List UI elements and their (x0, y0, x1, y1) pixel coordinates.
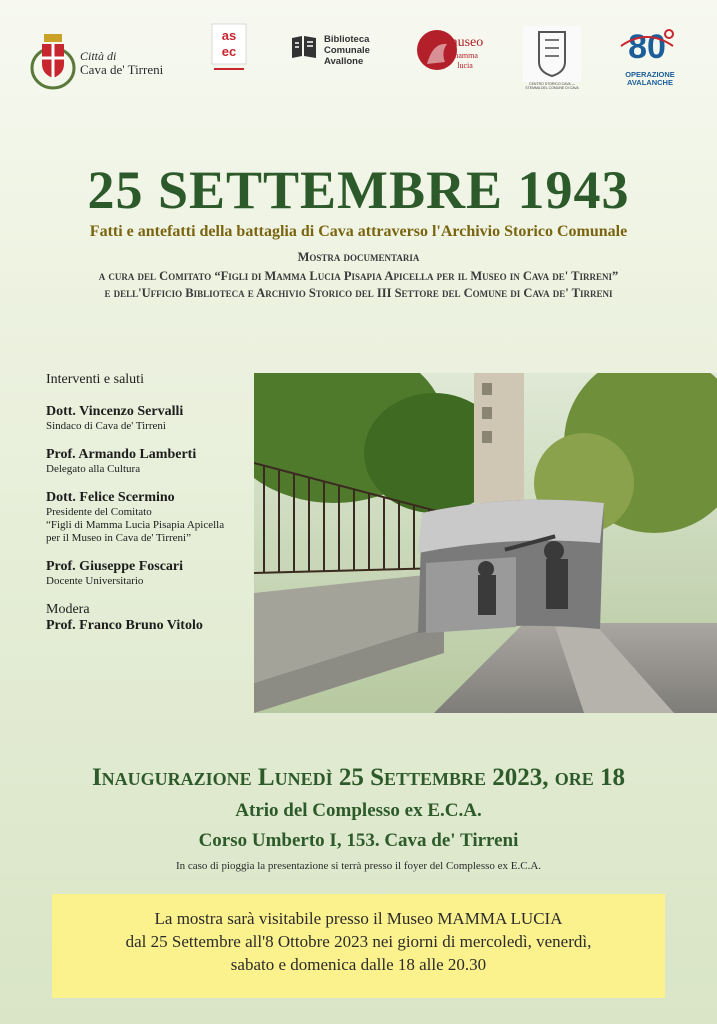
stemma-caption: CENTRO STORICO CAVA — STEMMA DEL COMUNE DI CAVA (525, 82, 579, 90)
svg-text:lucia: lucia (457, 61, 473, 70)
biblioteca-line: Biblioteca (324, 34, 370, 45)
curatela-line: a cura del Comitato “Figli di Mamma Lucia Pisapia Apicella per il Museo in Cava de' Tirreni” (98, 269, 619, 283)
notice-line: dal 25 Settembre all'8 Ottobre 2023 nei giorni di mercoledì, venerdì, (125, 932, 592, 951)
svg-text:80: 80 (628, 28, 666, 66)
speaker-role: Presidente del Comitato “Figli di Mamma Lucia Pisapia Apicella per il Museo in Cava de' Tirreni” (46, 506, 225, 544)
notice-line: sabato e domenica dalle 18 alle 20.30 (230, 955, 487, 974)
city-line2: Cava de' Tirreni (80, 62, 164, 77)
asc-logo (210, 22, 248, 78)
city-crest-icon (30, 28, 76, 92)
speaker (46, 404, 251, 433)
subtitle: Fatti e antefatti della battaglia di Cava attraverso l'Archivio Storico Comunale (89, 223, 628, 240)
speaker-name: Prof. Armando Lamberti (46, 447, 197, 462)
speaker-role: Sindaco di Cava de' Tirreni (46, 420, 166, 432)
city-name (80, 50, 163, 76)
logo-row (0, 0, 717, 110)
street-photo-image (254, 373, 717, 713)
city-line1: Città di (80, 49, 117, 63)
moderator-header: Modera (46, 602, 90, 617)
venue-address: Corso Umberto I, 153. Cava de' Tirreni (198, 830, 519, 851)
venue-name: Atrio del Complesso ex E.C.A. (235, 800, 482, 821)
rain-note: In caso di pioggia la presentazione si terrà presso il foyer del Complesso ex E.C.A. (175, 860, 542, 872)
page-title: 25 SETTEMBRE 1943 (87, 160, 630, 220)
stemma-icon (523, 26, 581, 82)
svg-text:as: as (221, 28, 237, 43)
mostra-label: Mostra documentaria (297, 250, 420, 264)
speaker (46, 447, 251, 476)
biblioteca-line: Avallone (324, 56, 364, 67)
biblioteca-label (324, 34, 384, 67)
biblioteca-logo (290, 34, 370, 67)
avalanche-caption: OPERAZIONE AVALANCHE (625, 70, 675, 87)
museo-logo-icon (415, 24, 485, 80)
stemma-logo (523, 26, 581, 96)
svg-text:ec: ec (221, 44, 237, 59)
avalanche-80-logo (615, 26, 685, 96)
asc-logo-icon (210, 22, 248, 78)
speaker-name: Dott. Vincenzo Servalli (46, 404, 184, 419)
photo-collage (254, 373, 717, 713)
speaker-name: Dott. Felice Scermino (46, 490, 175, 505)
svg-text:mamma: mamma (452, 51, 478, 60)
curatela-line: e dell'Ufficio Biblioteca e Archivio Storico del III Settore del Comune di Cava de' Tirreni (104, 286, 613, 300)
visiting-notice (52, 894, 665, 998)
speaker (46, 490, 251, 545)
svg-text:museo: museo (446, 35, 484, 50)
speaker (46, 559, 251, 588)
eighty-icon (615, 26, 685, 66)
speaker-role: Delegato alla Cultura (46, 463, 141, 475)
moderator-name: Prof. Franco Bruno Vitolo (46, 618, 203, 633)
curatela-block (0, 268, 717, 302)
notice-line: La mostra sarà visitabile presso il Museo MAMMA LUCIA (154, 909, 563, 928)
book-icon (290, 34, 318, 60)
speakers-list (46, 372, 251, 634)
speakers-header: Interventi e saluti (46, 372, 144, 387)
speaker-role: Docente Universitario (46, 575, 144, 587)
biblioteca-line: Comunale (324, 45, 370, 56)
speaker-name: Prof. Giuseppe Foscari (46, 559, 184, 574)
inauguration-line: Inaugurazione Lunedì 25 Settembre 2023, ore 18 (91, 764, 626, 791)
